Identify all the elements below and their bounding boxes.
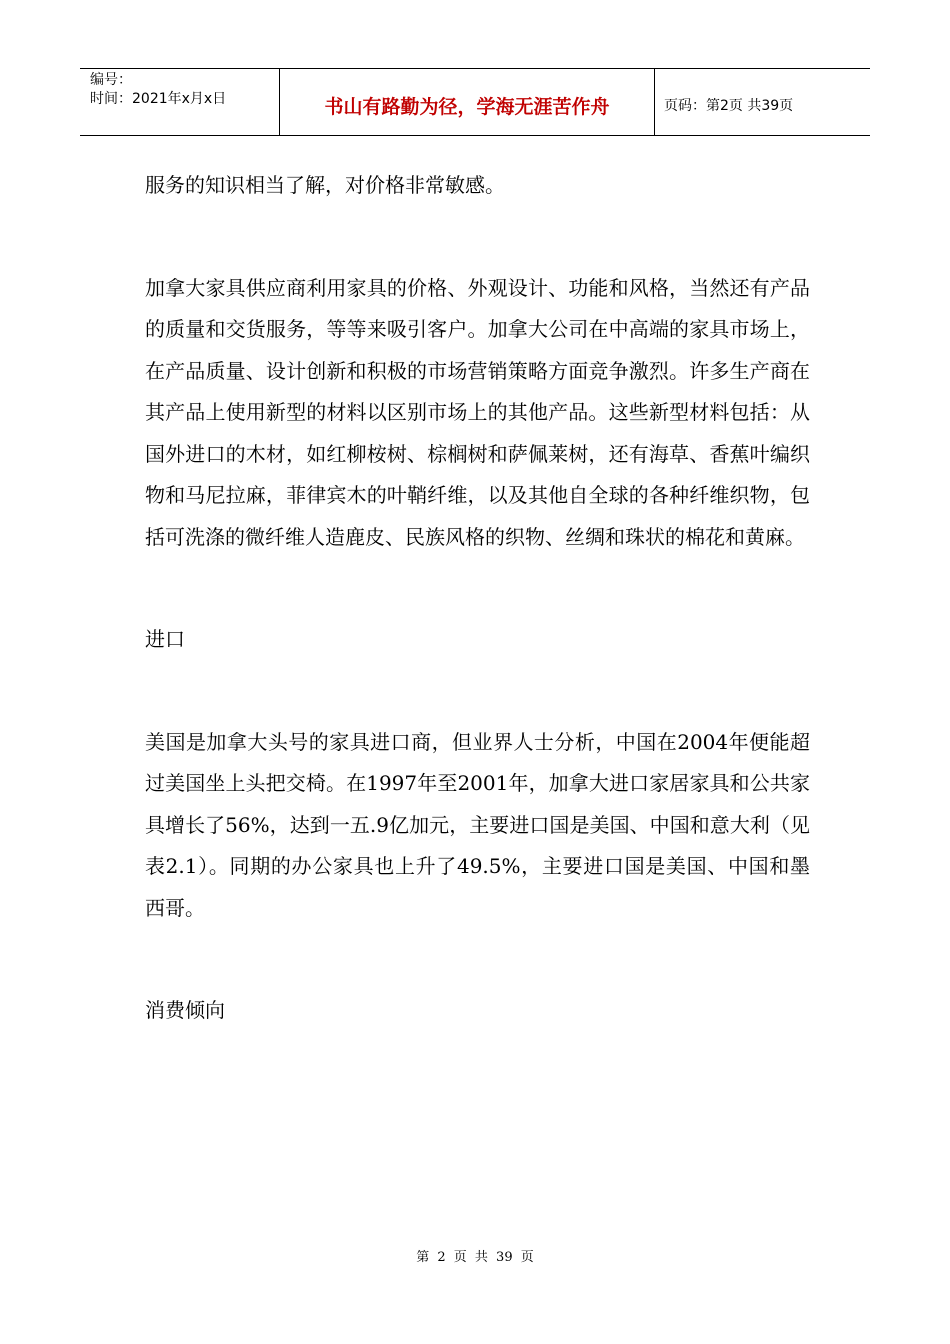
paragraph-import: 美国是加拿大头号的家具进口商，但业界人士分析，中国在2004年便能超过美国坐上头把交椅。在1997年至2001年，加拿大进口家居家具和公共家具增长了56%，达到一五.9亿加元，主要进口国是美国、中国和意大利（见表2.1）。同期的办公家具也上升了49.5%，主要进口国是美国、中国和墨西哥。 — [145, 729, 810, 920]
header-motto-cell — [280, 69, 655, 135]
section-heading-import: 进口 — [145, 627, 185, 651]
paragraph-service: 服务的知识相当了解，对价格非常敏感。 — [145, 173, 505, 197]
document-date: 时间：2021年x月x日 — [90, 91, 227, 107]
footer-page-number: 第 2 页 共 39 页 — [416, 1250, 534, 1265]
paragraph-gap — [145, 929, 810, 990]
paragraph-gap — [145, 207, 810, 268]
section-heading-consumer: 消费倾向 — [145, 998, 225, 1022]
paragraph-gap — [145, 661, 810, 722]
document-body — [145, 165, 810, 1032]
page-header — [80, 68, 870, 136]
header-motto: 书山有路勤为径，学海无涯苦作舟 — [324, 95, 610, 118]
header-page-info: 页码：第2页 共39页 — [664, 98, 794, 114]
paragraph-gap — [145, 558, 810, 619]
document-number-label: 编号： — [90, 72, 132, 88]
header-meta-cell — [80, 69, 280, 135]
paragraph-suppliers: 加拿大家具供应商利用家具的价格、外观设计、功能和风格，当然还有产品的质量和交货服务，等等来吸引客户。加拿大公司在中高端的家具市场上，在产品质量、设计创新和积极的市场营销策略方面竞争激烈。许多生产商在其产品上使用新型的材料以区别市场上的其他产品。这些新型材料包括：从国外进口的木材，如红柳桉树、棕榈树和萨佩莱树，还有海草、香蕉叶编织物和马尼拉麻，菲律宾木的叶鞘纤维，以及其他自全球的各种纤维织物，包括可洗涤的微纤维人造鹿皮、民族风格的织物、丝绸和珠状的棉花和黄麻。 — [145, 275, 810, 549]
page-footer — [0, 1246, 950, 1265]
header-page-cell — [655, 69, 870, 135]
